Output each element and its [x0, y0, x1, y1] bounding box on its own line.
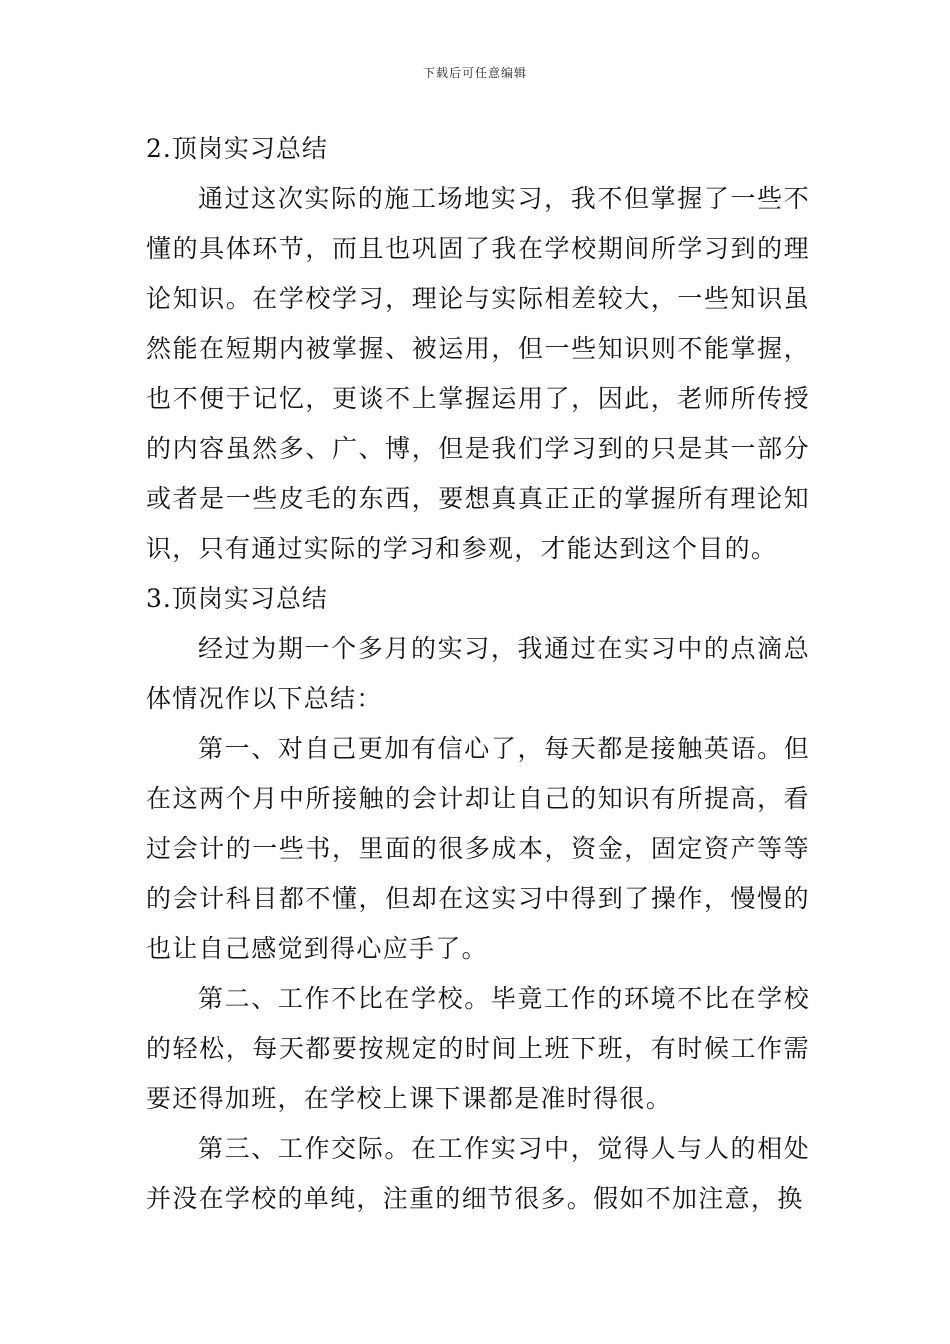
download-note: 下载后可任意编辑 — [422, 66, 527, 80]
paragraph: 通过这次实际的施工场地实习，我不但掌握了一些不懂的具体环节，而且也巩固了我在学校期间所学习到的理论知识。在学校学习，理论与实际相差较大，一些知识虽然能在短期内被掌握、被运用，但一些知识则不能掌握，也不便于记忆，更谈不上掌握运用了，因此，老师所传授的内容虽然多、广、博，但是我们学习到的只是其一部分或者是一些皮毛的东西，要想真真正正的掌握所有理论知识，只有通过实际的学习和参观，才能达到这个目的。 — [146, 184, 810, 563]
paragraph: 经过为期一个多月的实习，我通过在实习中的点滴总体情况作以下总结： — [146, 634, 810, 713]
paragraph: 第二、工作不比在学校。毕竟工作的环境不比在学校的轻松，每天都要按规定的时间上班下班，有时候工作需要还得加班，在学校上课下课都是准时得很。 — [146, 984, 810, 1113]
paragraph: 第三、工作交际。在工作实习中，觉得人与人的相处并没在学校的单纯，注重的细节很多。假如不加注意，换 — [146, 1134, 810, 1213]
section-heading-3: 3.顶岗实习总结 — [146, 584, 328, 613]
section-heading-2: 2.顶岗实习总结 — [146, 134, 328, 163]
paragraph: 第一、对自己更加有信心了，每天都是接触英语。但在这两个月中所接触的会计却让自己的知识有所提高，看过会计的一些书，里面的很多成本，资金，固定资产等等的会计科目都不懂，但却在这实习中得到了操作，慢慢的也让自己感觉到得心应手了。 — [146, 734, 810, 963]
document-body — [146, 124, 810, 1224]
